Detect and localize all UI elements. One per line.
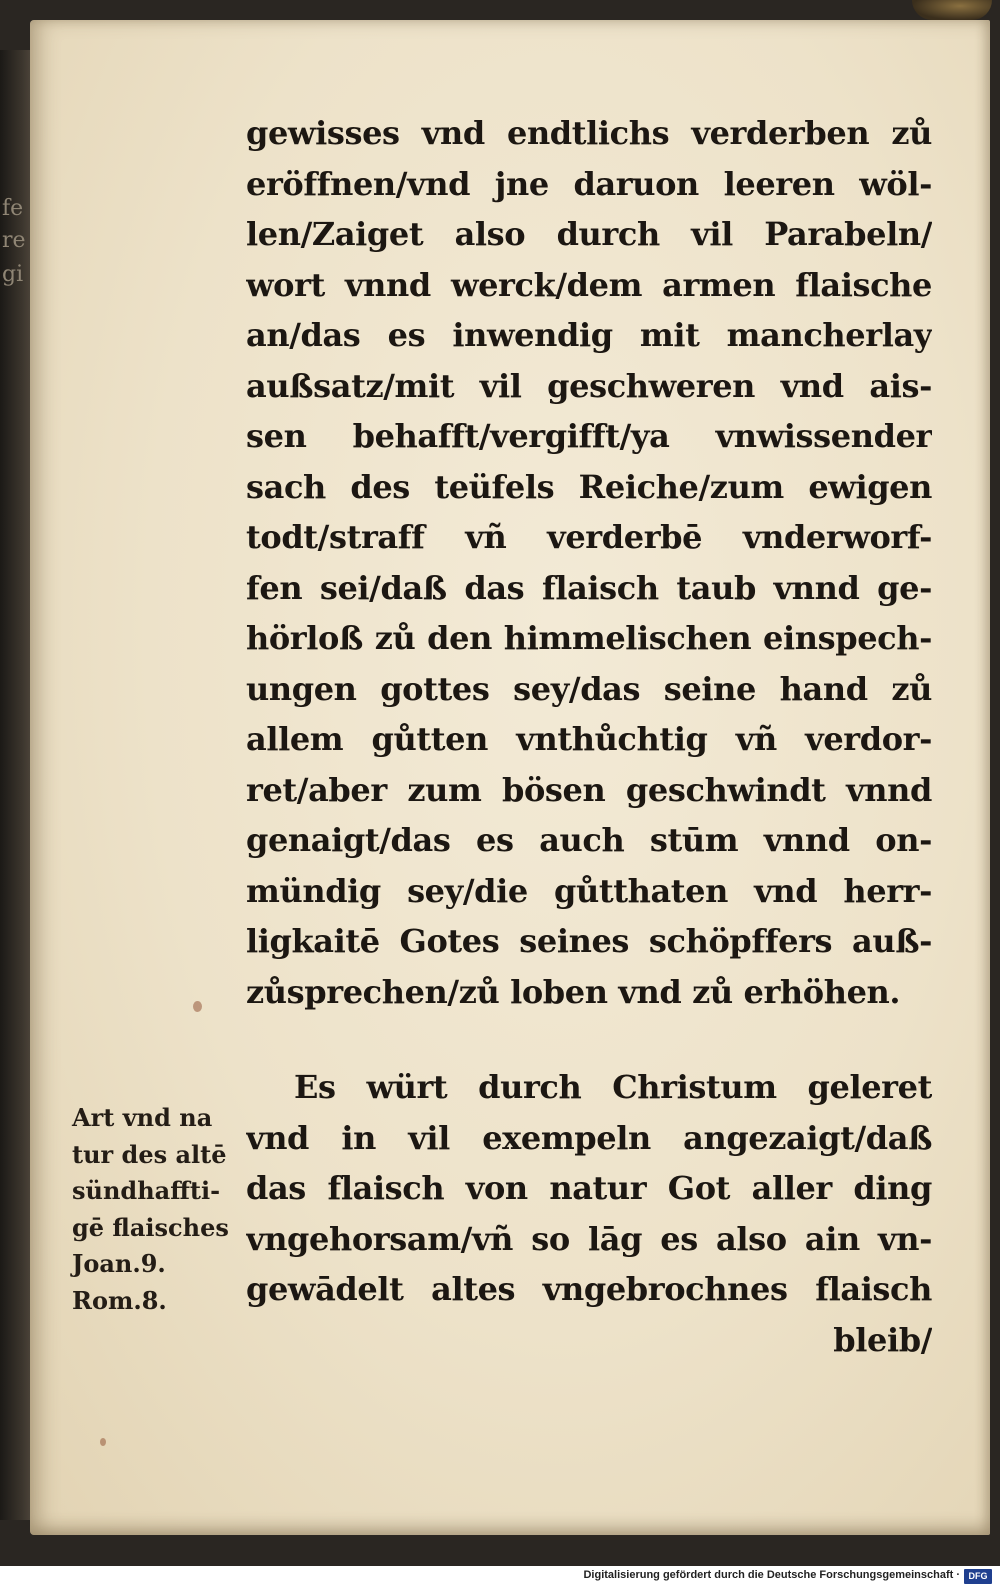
text-line: mündig sey/die gůtthaten vnd herr- [246, 871, 932, 910]
text-line: allem gůtten vnthůchtig vñ verdor- [246, 720, 932, 758]
text-line: ligkaitē Gotes seines schöpffers auß- [246, 922, 932, 960]
marginal-line: Art vnd na [72, 1103, 213, 1132]
text-line: eröffnen/vnd jne daruon leeren wöl- [246, 164, 932, 203]
text-line: das flaisch von natur Got aller ding [246, 1169, 932, 1207]
text-line: wort vnnd werck/dem armen flaische [246, 265, 932, 304]
text-line: an/das es inwendig mit mancherlay [246, 316, 932, 354]
text-line: ret/aber zum bösen geschwindt vnnd [246, 770, 932, 809]
text-line: vnd in vil exempeln angezaigt/daß [246, 1118, 932, 1157]
text-line: genaigt/das es auch stūm vnnd on- [246, 821, 932, 859]
foxing-spot [193, 1001, 202, 1012]
previous-leaf-edge [0, 50, 30, 1520]
footer-bar [0, 1566, 1000, 1588]
text-line: len/Zaiget also durch vil Parabeln/ [246, 215, 932, 253]
text-line: Es würt durch Christum geleret [294, 1068, 932, 1106]
text-line: gewisses vnd endtlichs verderben zů [246, 114, 932, 152]
text-line: sach des teüfels Reiche/zum ewigen [246, 467, 932, 506]
main-text-block [246, 108, 932, 1017]
text-line: zůsprechen/zů loben vnd zů erhöhen. [246, 972, 901, 1011]
text-line: ungen gottes sey/das seine hand zů [246, 669, 932, 708]
text-line: hörloß zů den himmelischen einspech- [246, 619, 932, 657]
marginal-line: sündhaffti- [72, 1176, 221, 1205]
marginal-line: tur des altē [72, 1139, 227, 1169]
catchword: bleib/ [833, 1320, 932, 1359]
second-paragraph [246, 1062, 932, 1365]
text-line: vngehorsam/vñ so lāg es also ain vn- [246, 1219, 932, 1258]
dfg-logo-icon: DFG [964, 1569, 992, 1584]
text-line: todt/straff vñ verderbē vnderworf- [246, 518, 932, 556]
text-line: fen sei/daß das flaisch taub vnnd ge- [246, 568, 932, 607]
text-line: gewādelt altes vngebrochnes flaisch [246, 1270, 932, 1308]
previous-leaf-fragment: gi [2, 262, 24, 287]
marginal-line: gē flaisches [72, 1212, 229, 1242]
previous-leaf-fragment: re [2, 228, 26, 253]
funding-credit: Digitalisierung gefördert durch die Deutsche Forschungsgemeinschaft · [583, 1569, 960, 1581]
marginal-line: Rom.8. [72, 1285, 167, 1315]
text-line: außsatz/mit vil geschweren vnd ais- [246, 366, 932, 405]
marginal-note [72, 1100, 242, 1319]
previous-leaf-fragment: fe [2, 196, 24, 221]
marginal-line: Joan.9. [72, 1249, 166, 1278]
foxing-spot [100, 1438, 106, 1446]
text-line: sen behafft/vergifft/ya vnwissender [246, 417, 932, 455]
binding-ornament [912, 0, 992, 20]
